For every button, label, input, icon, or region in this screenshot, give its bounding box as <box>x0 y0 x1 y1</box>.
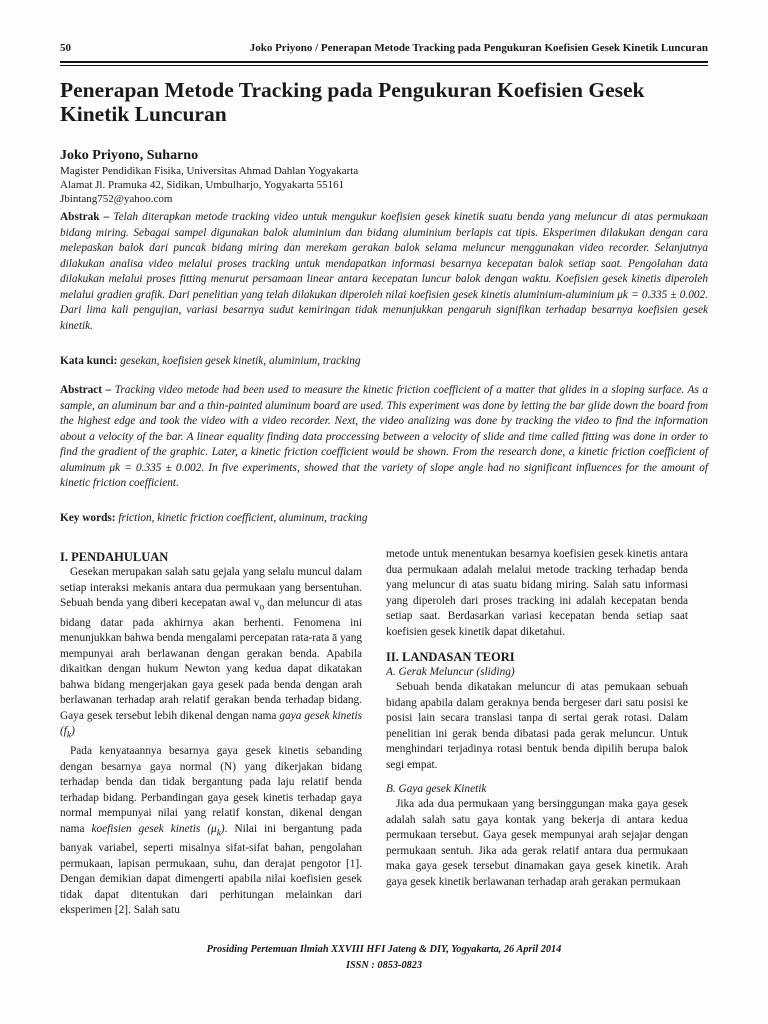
spacer <box>386 773 688 782</box>
running-header <box>60 42 708 54</box>
intro-p1-text-a: Gesekan merupakan salah satu gejala yang selalu muncul dalam setiap interaksi mekanis antara dua permukaan yang bersentuhan. Sebuah benda yang diberi kecepatan awal v <box>60 566 362 609</box>
affiliation-address: Alamat Jl. Pramuka 42, Sidikan, Umbulharjo, Yogyakarta 55161 <box>60 179 345 191</box>
intro-p1-text-b: dan meluncur di atas bidang datar pada akhirnya akan berhenti. Fenomena ini menunjukkan bahwa benda mengalami percepatan rata-rata ā yang mempunyai arah berlawanan dengan gerakan benda. Apabila dikaitkan dengan hukum Newton yang kedua dapat dikatakan bahwa bidang mengerjakan gaya gesek pada benda dengan arah berlawanan terhadap arah relatif gerakan benda terhadap bidang. Gaya gesek tersebut lebih dikenal dengan nama <box>60 597 362 722</box>
page-footer <box>60 942 708 974</box>
intro-p2-text-a: Pada kenyataannya besarnya gaya gesek kinetis sebanding dengan besarnya gaya normal (N) yang dikerjakan bidang terhadap benda dan tidak bergantung pada laju relatif benda terhadap bidang. Perbandingan gaya gesek kinetis terhadap gaya normal mempunyai nilai yang relatif konstan, dikenal dengan nama <box>60 745 362 835</box>
subsection-heading-gerak-meluncur: A. Gerak Meluncur (sliding) <box>386 666 515 678</box>
intro-p2-term-subscript: k <box>216 827 221 838</box>
section-heading-landasan-teori: II. LANDASAN TEORI <box>386 650 515 664</box>
key-words-text: friction, kinetic friction coefficient, aluminum, tracking <box>118 512 368 524</box>
intro-p1-subscript: o <box>259 602 265 613</box>
gaya-gesek-paragraph: Jika ada dua permukaan yang bersinggungan maka gaya gesek adalah salah satu gaya kontak yang bekerja di antara kedua permukaan tersebut. Gaya gesek mempunyai arah sejajar dengan permukaan sentuh. Jika ada gerak relatif antara dua permukaan maka gaya gesek tersebut dinamakan gaya gesek kinetik. Arah gaya gesek kinetik berlawanan terhadap arah gerakan permukaan <box>386 798 688 888</box>
running-title: Joko Priyono / Penerapan Metode Tracking pada Pengukuran Koefisien Gesek Kinetik Luncuran <box>249 42 708 54</box>
issn-line: ISSN : 0853-0823 <box>345 960 423 971</box>
intro-p2-term-text: koefisien gesek kinetis (μ <box>91 822 217 835</box>
paper-title: Penerapan Metode Tracking pada Pengukuran Koefisien Gesek Kinetik Luncuran <box>60 78 645 126</box>
intro-p2-text-b: . Nilai ini bergantung pada banyak variabel, seperti misalnya sifat-sifat bahan, pengolahan permukaan, lapisan permukaan, suhu, dan derajat pengotor [1]. Dengan demikian dapat dimengerti apabila nilai koefisien gesek tidak dapat ditentukan dari perhitungan melainkan dari eksperimen [2]. Salah satu <box>60 822 362 917</box>
author-names: Joko Priyono, Suharno <box>60 148 199 163</box>
abstract-en-paragraph <box>60 383 708 492</box>
right-column <box>386 547 688 890</box>
author-affiliation <box>60 164 358 206</box>
intro-p1-term-end: ) <box>71 725 75 738</box>
kata-kunci-text: gesekan, koefisien gesek kinetik, aluminium, tracking <box>120 355 361 367</box>
gerak-meluncur-paragraph: Sebuah benda dikatakan meluncur di atas pemukaan sebuah bidang apabila dalam geraknya benda bergeser dari satu posisi ke posisi lain secara translasi tanpa di sertai gerak rotasi. Dalam penelitian ini gerak benda dibatasi pada gerak meluncur. Untuk menghindari terjadinya rotasi bentuk benda dipilih berupa balok segi empat. <box>386 681 688 771</box>
intro-paragraph-1 <box>60 565 362 744</box>
intro-p1-term-subscript: k <box>66 730 72 741</box>
page-number: 50 <box>60 42 71 54</box>
spacer <box>386 640 688 649</box>
key-words-label: Key words: <box>60 512 116 524</box>
abstract-en-label: Abstract – <box>60 384 112 396</box>
kata-kunci <box>60 354 708 369</box>
intro-p2-term <box>91 822 225 838</box>
section-heading-pendahuluan: I. PENDAHULUAN <box>60 550 169 564</box>
subsection-heading-gaya-gesek: B. Gaya gesek Kinetik <box>386 783 487 795</box>
proceedings-line: Prosiding Pertemuan Ilmiah XXVIII HFI Jateng & DIY, Yogyakarta, 26 April 2014 <box>206 944 562 955</box>
abstrak-label: Abstrak – <box>60 211 110 223</box>
intro-p1-term-text: gaya gesek kinetis (f <box>60 709 363 738</box>
author-email: Jbintang752@yahoo.com <box>60 193 173 205</box>
abstrak-text: Telah diterapkan metode tracking video untuk mengukur koefisien gesek kinetik suatu benda yang meluncur di atas permukaan bidang miring. Sebagai sampel digunakan balok aluminium dan bidang aluminium berlapis cat tipis. Eksperimen dilakukan dengan cara melepaskan balok dari puncak bidang miring dan merekam gerakan balok selama meluncur menggunakan video recorder. Selanjutnya dilakukan analisa video melalui proses tracking untuk mendapatkan informasi besarnya kecepatan balok setiap saat. Pengolahan data dilakukan melalui proses fitting menurut persamaan linear antara kecepatan luncur balok dengan waktu. Koefisien gesek kinetis diperoleh melalui gradien grafik. Dari penelitian yang telah dilakukan diperoleh nilai koefisien gesek kinetis aluminium-aluminium μk = 0.335 ± 0.002. Dari lima kali pengujian, variasi besarnya sudut kemiringan tidak menunjukkan pengaruh signifikan terhadap besarnya koefisien gesek kinetik. <box>60 211 708 332</box>
abstract-en-text: Tracking video metode had been used to measure the kinetic friction coefficient of a matter that glides in a sloping surface. As a sample, an aluminum bar and a thin-painted aluminum board are used. This experiment was done by letting the bar glide down the board from the highest edge and took the video with a video recorder. Next, the video analizing was done by tracking the video to find the information about a velocity of the bar. A linear equality finding data proccessing between a velocity of slide and time called fitting was done in order to find the gradient of the graphic. Later, a kinetic friction coefficient would be shown. From the research done, a kinetic friction coefficient of aluminum μk = 0.335 ± 0.002. In five experiments, showed that the variety of slope angle had no significant influences for the amount of kinetic friction coefficient. <box>60 384 708 489</box>
abstrak-paragraph <box>60 210 708 334</box>
kata-kunci-label: Kata kunci: <box>60 355 118 367</box>
intro-paragraph-2 <box>60 744 362 919</box>
intro-p2-term-end: ) <box>220 822 225 835</box>
key-words <box>60 511 708 526</box>
affiliation-institution: Magister Pendidikan Fisika, Universitas Ahmad Dahlan Yogyakarta <box>60 165 359 177</box>
left-column <box>60 549 362 919</box>
header-rule <box>60 61 708 66</box>
intro-continuation: metode untuk menentukan besarnya koefisien gesek kinetis antara dua permukaan adalah melalui metode tracking terhadap benda yang meluncur di atas suatu bidang miring. Salah satu informasi yang diperoleh dari proses tracking ini adalah kecepatan benda setiap saat. Berdasarkan variasi kecepatan benda setiap saat koefisien gesek kinetik dapat diketahui. <box>386 548 688 638</box>
